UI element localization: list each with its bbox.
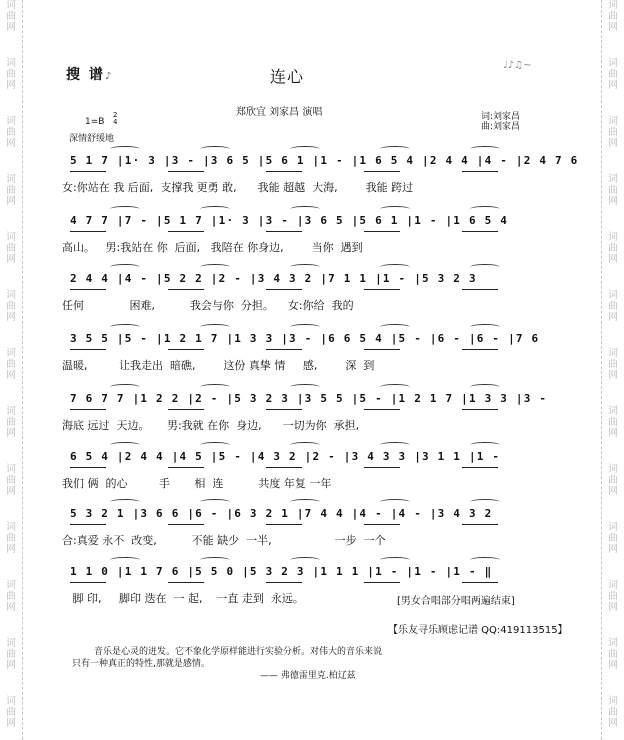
beam-line <box>364 582 400 583</box>
watermark-text: 词 曲 网 <box>608 580 618 613</box>
watermark-text: 词 曲 网 <box>6 58 16 91</box>
beam-line <box>70 467 106 468</box>
beam-line <box>364 231 400 232</box>
notation-row: 7 6 7 7 |1 2 2 |2 - |5 3 2 3 |3 5 5 |5 - |1 2 1 7 |1 3 3 |3 - <box>70 392 548 405</box>
beam-line <box>266 349 302 350</box>
slur-mark <box>110 499 140 505</box>
watermark-text: 词 曲 网 <box>608 58 618 91</box>
slur-mark <box>110 206 140 212</box>
song-title: 连心 <box>270 67 305 86</box>
tempo-marking: 深情舒缓地 <box>69 134 115 144</box>
lyric-row: 温暖, 让我走出 暗礁, 这份 真挚 情 感, 深 到 <box>62 359 375 372</box>
slur-mark <box>470 206 500 212</box>
slur-mark <box>200 557 230 563</box>
key-signature: 1=B <box>85 117 105 127</box>
beam-line <box>266 171 302 172</box>
watermark-text: 词 曲 网 <box>608 174 618 207</box>
beam-line <box>70 349 106 350</box>
slur-mark <box>470 264 500 270</box>
slur-mark <box>110 557 140 563</box>
slur-mark <box>470 557 500 563</box>
slur-mark <box>200 324 230 330</box>
notation-row: 2 4 4 |4 - |5 2 2 |2 - |3 4 3 2 |7 1 1 |1 - |5 3 2 3 <box>70 272 477 285</box>
beam-line <box>168 171 204 172</box>
slur-mark <box>290 499 320 505</box>
site-logo: 搜 谱♪ <box>66 67 114 83</box>
beam-line <box>168 582 204 583</box>
notation-row: 6 5 4 |2 4 4 |4 5 |5 - |4 3 2 |2 - |3 4 3 3 |3 1 1 |1 - <box>70 450 501 463</box>
beam-line <box>462 231 498 232</box>
beam-line <box>266 582 302 583</box>
slur-mark <box>110 146 140 152</box>
watermark-text: 词 曲 网 <box>6 348 16 381</box>
quote-line-1: 音乐是心灵的迸发。它不象化学原样能进行实验分析。对伟大的音乐来说 <box>94 647 383 657</box>
beam-line <box>168 289 204 290</box>
beam-line <box>462 289 498 290</box>
slur-mark <box>200 146 230 152</box>
slur-mark <box>290 442 320 448</box>
slur-mark <box>290 384 320 390</box>
notation-row: 4 7 7 |7 - |5 1 7 |1· 3 |3 - |3 6 5 |5 6 1 |1 - |1 6 5 4 <box>70 214 509 227</box>
beam-line <box>266 524 302 525</box>
beam-line <box>70 171 106 172</box>
slur-mark <box>110 384 140 390</box>
beam-line <box>70 409 106 410</box>
beam-line <box>168 409 204 410</box>
beam-line <box>364 289 400 290</box>
slur-mark <box>380 206 410 212</box>
beam-line <box>364 349 400 350</box>
watermark-text: 词 曲 网 <box>6 696 16 729</box>
lyric-row: 任何 困难, 我会与你 分担。 女:你给 我的 <box>62 299 354 312</box>
watermark-text: 词 曲 网 <box>6 464 16 497</box>
watermark-text: 词 曲 网 <box>608 464 618 497</box>
time-signature-top: 2 <box>113 111 118 119</box>
slur-mark <box>290 324 320 330</box>
lyric-row: 海底 远过 天边。 男:我就 在你 身边, 一切为你 承担, <box>62 419 360 432</box>
decorative-notes-icon: ♩♪♫~ <box>503 60 532 71</box>
slur-mark <box>110 264 140 270</box>
watermark-text: 词 曲 网 <box>608 232 618 265</box>
slur-mark <box>200 442 230 448</box>
beam-line <box>364 171 400 172</box>
slur-mark <box>380 324 410 330</box>
time-signature <box>113 112 117 126</box>
singers-credit: 郑欣宜 刘家昌 演唱 <box>236 107 323 118</box>
beam-line <box>364 467 400 468</box>
watermark-text: 词 曲 网 <box>608 696 618 729</box>
beam-line <box>70 231 106 232</box>
time-signature-bottom: 4 <box>113 118 118 126</box>
lyric-row: 我们 俩 的心 手 相 连 共度 年复 一年 <box>62 477 332 490</box>
beam-line <box>70 582 106 583</box>
beam-line <box>462 582 498 583</box>
beam-line <box>266 467 302 468</box>
beam-line <box>266 231 302 232</box>
slur-mark <box>200 206 230 212</box>
beam-line <box>266 409 302 410</box>
slur-mark <box>290 557 320 563</box>
slur-mark <box>290 206 320 212</box>
slur-mark <box>290 264 320 270</box>
watermark-text: 词 曲 网 <box>608 290 618 323</box>
slur-mark <box>110 442 140 448</box>
composer-credit: 曲:刘家昌 <box>481 122 521 132</box>
quote-author: —— 弗德雷里克.柏辽兹 <box>260 671 356 681</box>
slur-mark <box>470 146 500 152</box>
beam-line <box>364 524 400 525</box>
watermark-text: 词 曲 网 <box>608 116 618 149</box>
left-watermark-column <box>0 0 23 740</box>
lyric-row: 高山。 男:我站在 你 后面, 我陪在 你身边, 当你 遇到 <box>62 241 363 254</box>
watermark-text: 词 曲 网 <box>6 406 16 439</box>
slur-mark <box>380 442 410 448</box>
watermark-text: 词 曲 网 <box>6 638 16 671</box>
watermark-text: 词 曲 网 <box>6 174 16 207</box>
beam-line <box>168 231 204 232</box>
watermark-text: 词 曲 网 <box>608 638 618 671</box>
lyric-row: 合:真爱 永不 改变, 不能 缺少 一半, 一步 一个 <box>62 534 386 547</box>
slur-mark <box>200 264 230 270</box>
slur-mark <box>470 442 500 448</box>
beam-line <box>266 289 302 290</box>
beam-line <box>168 349 204 350</box>
beam-line <box>462 349 498 350</box>
slur-mark <box>110 324 140 330</box>
notation-row: 5 1 7 |1· 3 |3 - |3 6 5 |5 6 1 |1 - |1 6 5 4 |2 4 4 |4 - |2 4 7 6 <box>70 154 579 167</box>
slur-mark <box>470 324 500 330</box>
watermark-text: 词 曲 网 <box>608 522 618 555</box>
watermark-text: 词 曲 网 <box>6 522 16 555</box>
watermark-text: 词 曲 网 <box>608 348 618 381</box>
beam-line <box>462 409 498 410</box>
quote-line-2: 只有一种真正的特性,那就是感情。 <box>72 659 210 669</box>
slur-mark <box>470 499 500 505</box>
beam-line <box>462 467 498 468</box>
beam-line <box>462 171 498 172</box>
lyric-row: 女:你站在 我 后面, 支撑我 更勇 敢, 我能 超越 大海, 我能 跨过 <box>62 181 414 194</box>
watermark-text: 词 曲 网 <box>6 580 16 613</box>
slur-mark <box>380 146 410 152</box>
slur-mark <box>380 499 410 505</box>
ending-note: [男女合唱部分唱两遍结束] <box>397 596 515 607</box>
right-watermark-column <box>601 0 624 740</box>
notation-row: 5 3 2 1 |3 6 6 |6 - |6 3 2 1 |7 4 4 |4 - |4 - |3 4 3 2 <box>70 507 493 520</box>
beam-line <box>168 467 204 468</box>
watermark-text: 词 曲 网 <box>6 116 16 149</box>
slur-mark <box>470 384 500 390</box>
slur-mark <box>290 146 320 152</box>
lyric-row: 脚 印, 脚印 迭在 一 起, 一直 走到 永远。 <box>62 592 304 605</box>
beam-line <box>168 524 204 525</box>
watermark-text: 词 曲 网 <box>608 0 618 33</box>
transcriber-credit: 【乐友寻乐顾虑记谱 QQ:419113515】 <box>388 625 568 636</box>
slur-mark <box>200 384 230 390</box>
beam-line <box>70 289 106 290</box>
slur-mark <box>200 499 230 505</box>
notation-row: 1 1 0 |1 1 7 6 |5 5 0 |5 3 2 3 |1 1 1 |1 - |1 - |1 - ‖ <box>70 565 493 578</box>
slur-mark <box>380 557 410 563</box>
beam-line <box>70 524 106 525</box>
slur-mark <box>380 264 410 270</box>
beam-line <box>364 409 400 410</box>
lyricist-credit: 词:刘家昌 <box>481 112 521 122</box>
slur-mark <box>380 384 410 390</box>
watermark-text: 词 曲 网 <box>6 0 16 33</box>
notation-row: 3 5 5 |5 - |1 2 1 7 |1 3 3 |3 - |6 6 5 4 |5 - |6 - |6 - |7 6 <box>70 332 540 345</box>
watermark-text: 词 曲 网 <box>6 290 16 323</box>
watermark-text: 词 曲 网 <box>6 232 16 265</box>
beam-line <box>462 524 498 525</box>
watermark-text: 词 曲 网 <box>608 406 618 439</box>
